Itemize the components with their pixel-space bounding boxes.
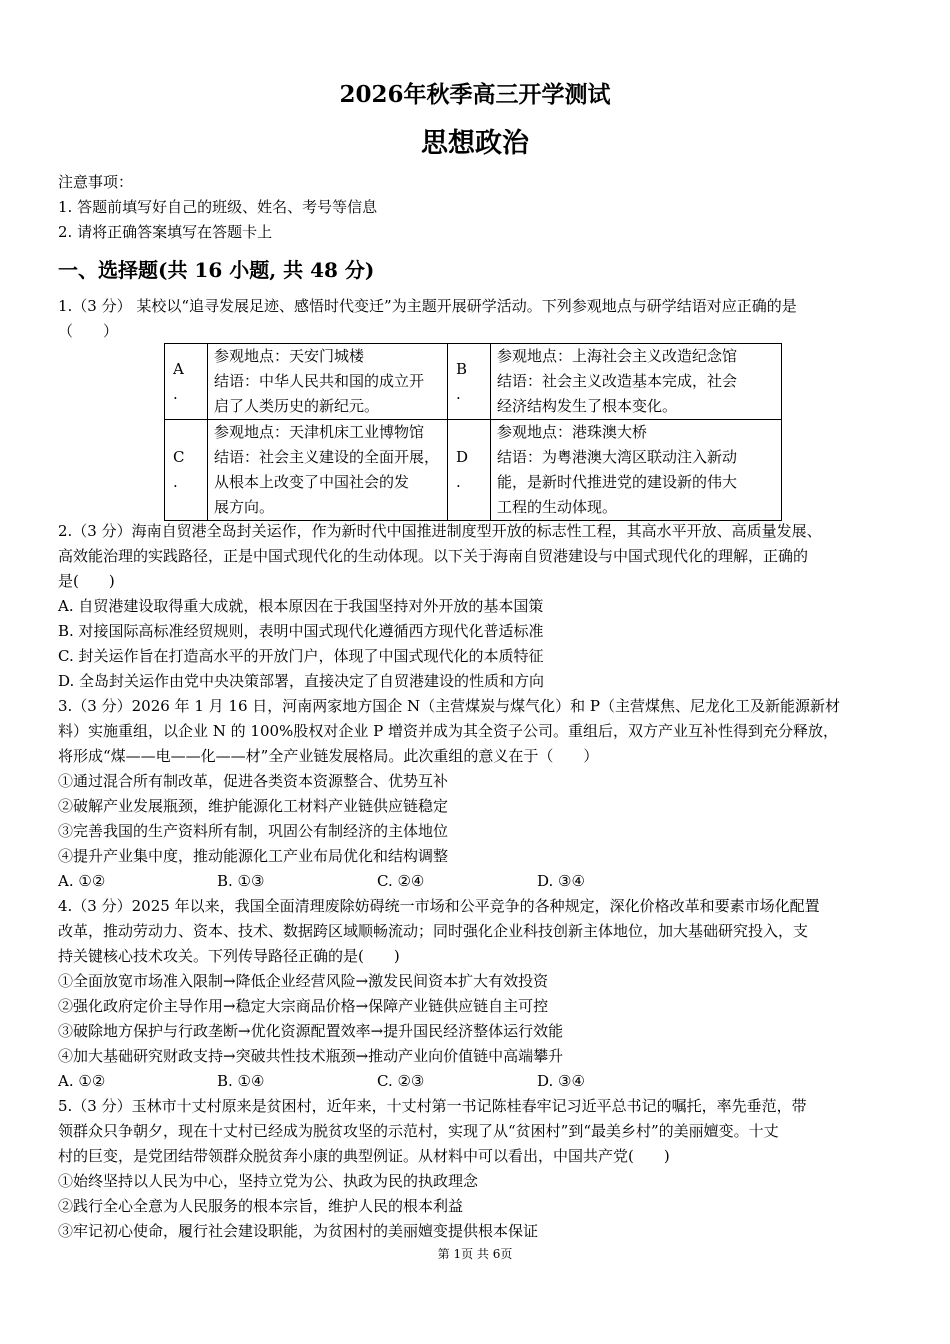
q3-choice-b: B. ①③ <box>217 872 265 890</box>
q3-statement-2: ②破解产业发展瓶颈，维护能源化工材料产业链供应链稳定 <box>58 797 449 815</box>
page-footer: 第 1页 共 6页 <box>437 1247 513 1261</box>
option-c-label: C . <box>165 420 208 521</box>
q4-statement-1: ①全面放宽市场准入限制→降低企业经营风险→激发民间资本扩大有效投资 <box>58 972 549 990</box>
q5-stem-line-3: 村的巨变，是党团结带领群众脱贫奔小康的典型例证。从材料中可以看出，中国共产党( ) <box>58 1147 670 1165</box>
q4-stem-line-2: 改革，推动劳动力、资本、技术、数据跨区域顺畅流动；同时强化企业科技创新主体地位，加大基础研究投入，支 <box>58 922 809 940</box>
option-b-label: B . <box>448 344 491 420</box>
q4-choice-c: C. ②③ <box>377 1072 425 1090</box>
section-title: 一、选择题(共 16 小题, 共 48 分) <box>58 258 375 282</box>
q2-option-d: D. 全岛封关运作由党中央决策部署，直接决定了自贸港建设的性质和方向 <box>58 672 545 690</box>
notice-item-2: 2. 请将正确答案填写在答题卡上 <box>58 223 273 241</box>
q3-stem-line-1: 3.（3 分）2026 年 1 月 16 日，河南两家地方国企 N（主营煤炭与煤气化）和 P（主营煤焦、尼龙化工及新能源新材 <box>58 697 841 715</box>
q3-choice-c: C. ②④ <box>377 872 425 890</box>
q4-stem-line-1: 4.（3 分）2025 年以来，我国全面清理废除妨碍统一市场和公平竞争的各种规定，深化价格改革和要素市场化配置 <box>58 897 820 915</box>
q2-option-b: B. 对接国际高标准经贸规则，表明中国式现代化遵循西方现代化普适标准 <box>58 622 544 640</box>
q2-stem-line-3: 是( ) <box>58 572 115 590</box>
q5-statement-1: ①始终坚持以人民为中心，坚持立党为公、执政为民的执政理念 <box>58 1172 479 1190</box>
notice-item-1: 1. 答题前填写好自己的班级、姓名、考号等信息 <box>58 198 378 216</box>
q5-statement-3: ③牢记初心使命，履行社会建设职能，为贫困村的美丽嬗变提供根本保证 <box>58 1222 539 1240</box>
q1-stem-line-1: 1.（3 分） 某校以“追寻发展足迹、感悟时代变迁”为主题开展研学活动。下列参观地点与研学结语对应正确的是 <box>58 297 797 315</box>
q3-stem-line-3: 将形成“煤——电——化——材”全产业链发展格局。此次重组的意义在于（ ） <box>58 747 599 765</box>
option-d-label: D . <box>448 420 491 521</box>
q5-statement-2: ②践行全心全意为人民服务的根本宗旨，维护人民的根本利益 <box>58 1197 464 1215</box>
subject-title: 思想政治 <box>421 128 529 159</box>
option-b-cell: 参观地点：上海社会主义改造纪念馆 结语：社会主义改造基本完成，社会 经济结构发生了根本变化。 <box>491 344 782 420</box>
q5-stem-line-2: 领群众只争朝夕，现在十丈村已经成为脱贫攻坚的示范村，实现了从“贫困村”到“最美乡村”的美丽嬗变。十丈 <box>58 1122 779 1140</box>
option-a-label: A . <box>165 344 208 420</box>
q3-stem-line-2: 料）实施重组，以企业 N 的 100%股权对企业 P 增资并成为其全资子公司。重组后，双方产业互补性得到充分释放， <box>58 722 838 740</box>
q4-statement-2: ②强化政府定价主导作用→稳定大宗商品价格→保障产业链供应链自主可控 <box>58 997 549 1015</box>
option-a-cell: 参观地点：天安门城楼 结语：中华人民共和国的成立开 启了人类历史的新纪元。 <box>208 344 448 420</box>
q4-statement-4: ④加大基础研究财政支持→突破共性技术瓶颈→推动产业向价值链中高端攀升 <box>58 1047 564 1065</box>
q4-stem-line-3: 持关键核心技术攻关。下列传导路径正确的是( ) <box>58 947 400 965</box>
notice-heading: 注意事项： <box>58 173 134 191</box>
q1-option-table <box>164 343 782 521</box>
q3-statement-4: ④提升产业集中度，推动能源化工产业布局优化和结构调整 <box>58 847 449 865</box>
q2-option-a: A. 自贸港建设取得重大成就，根本原因在于我国坚持对外开放的基本国策 <box>58 597 544 615</box>
q5-stem-line-1: 5.（3 分）玉林市十丈村原来是贫困村，近年来，十丈村第一书记陈桂春牢记习近平总书记的嘱托，率先垂范，带 <box>58 1097 807 1115</box>
q3-choice-d: D. ③④ <box>537 872 585 890</box>
q1-stem-line-2: （ ） <box>58 322 119 340</box>
q4-choice-b: B. ①④ <box>217 1072 265 1090</box>
q2-option-c: C. 封关运作旨在打造高水平的开放门户，体现了中国式现代化的本质特征 <box>58 647 544 665</box>
q4-choice-a: A. ①② <box>58 1072 106 1090</box>
q2-stem-line-2: 高效能治理的实践路径，正是中国式现代化的生动体现。以下关于海南自贸港建设与中国式现代化的理解，正确的 <box>58 547 809 565</box>
q4-statement-3: ③破除地方保护与行政垄断→优化资源配置效率→提升国民经济整体运行效能 <box>58 1022 564 1040</box>
q3-statement-1: ①通过混合所有制改革，促进各类资本资源整合、优势互补 <box>58 772 449 790</box>
q3-choice-a: A. ①② <box>58 872 106 890</box>
q2-stem-line-1: 2.（3 分）海南自贸港全岛封关运作，作为新时代中国推进制度型开放的标志性工程，其高水平开放、高质量发展、 <box>58 522 822 540</box>
q3-statement-3: ③完善我国的生产资料所有制，巩固公有制经济的主体地位 <box>58 822 449 840</box>
exam-title: 2026年秋季高三开学测试 <box>339 81 611 108</box>
option-c-cell: 参观地点：天津机床工业博物馆 结语：社会主义建设的全面开展， 从根本上改变了中国社会的发 展方向。 <box>208 420 448 521</box>
option-d-cell: 参观地点：港珠澳大桥 结语：为粤港澳大湾区联动注入新动 能，是新时代推进党的建设新的伟大 工程的生动体现。 <box>491 420 782 521</box>
q4-choice-d: D. ③④ <box>537 1072 585 1090</box>
